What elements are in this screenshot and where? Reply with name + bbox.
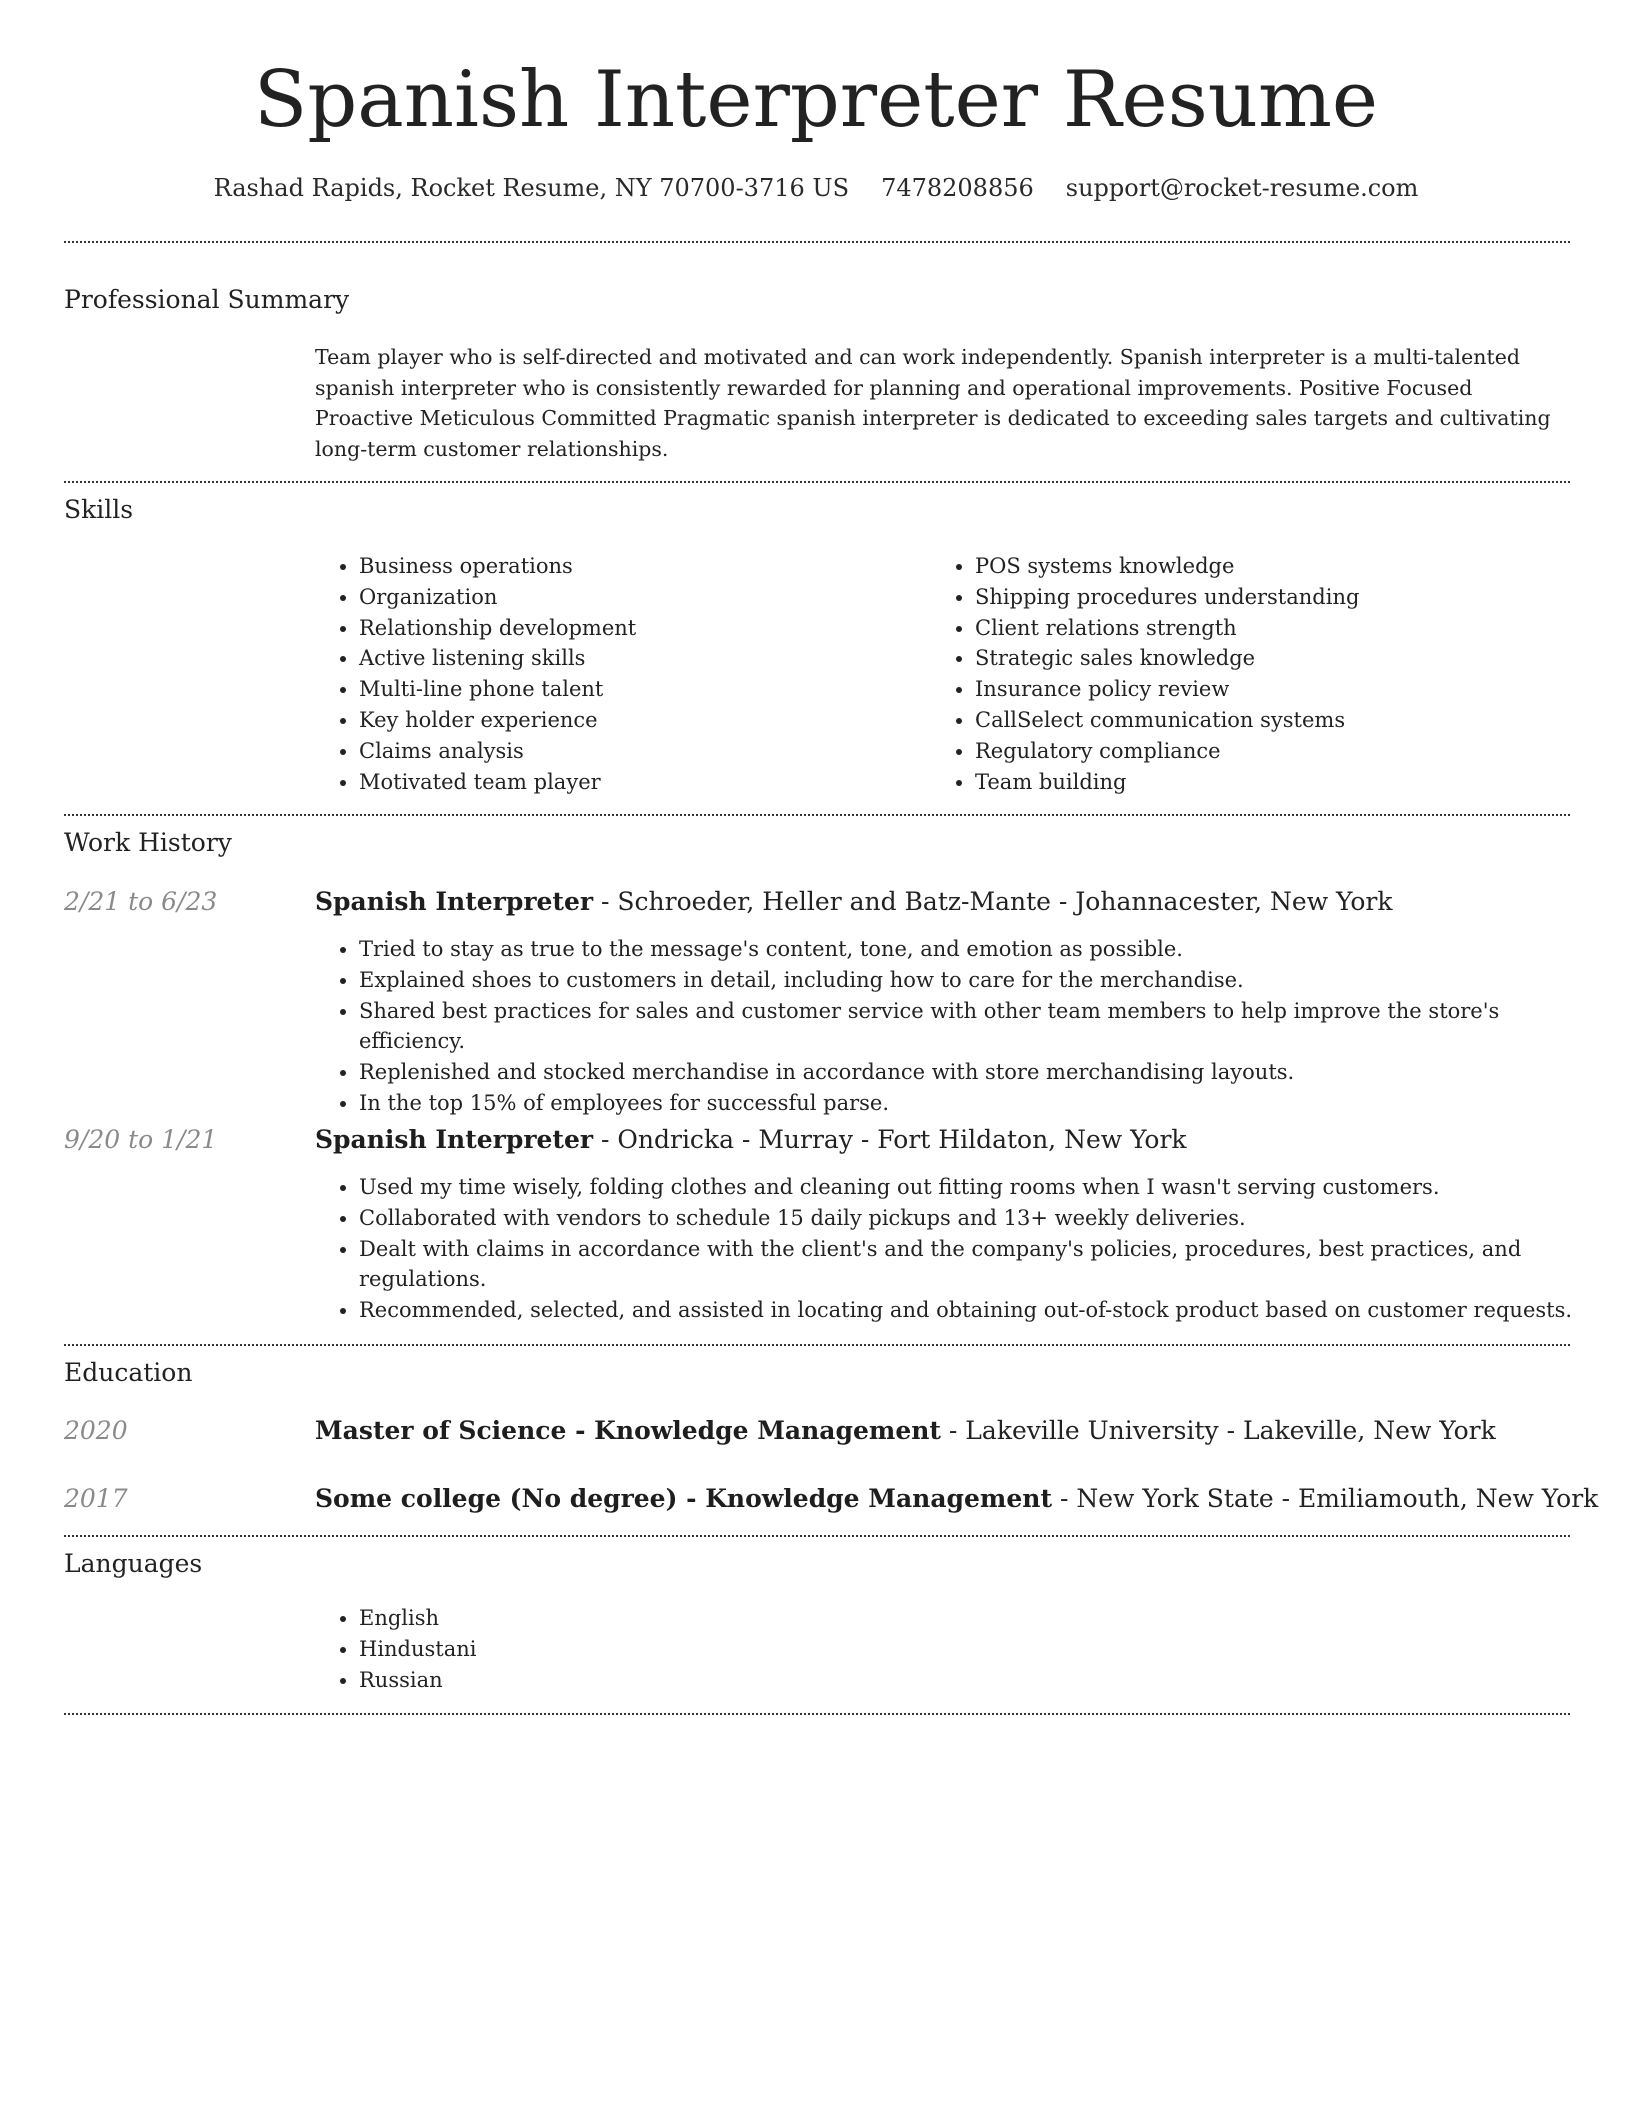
skills-list-right [931, 551, 1595, 797]
skill-item: • Key holder experience [359, 705, 919, 736]
job-bullet: • Tried to stay as true to the message's content, tone, and emotion as possible. [359, 934, 1605, 965]
job-title [315, 1122, 1187, 1158]
job-bullet: • Explained shoes to customers in detail, including how to care for the merchandise. [359, 965, 1605, 996]
section-heading-languages: Languages [64, 1549, 203, 1578]
language-item: • English [359, 1603, 959, 1634]
education-entry [315, 1481, 1598, 1517]
divider [64, 814, 1570, 816]
section-heading-summary: Professional Summary [64, 285, 350, 314]
education-school: - Lakeville University - Lakeville, New York [940, 1416, 1496, 1445]
skill-item: • Insurance policy review [975, 674, 1595, 705]
skill-item: • Client relations strength [975, 613, 1595, 644]
section-heading-education: Education [64, 1358, 193, 1387]
skill-item: • Claims analysis [359, 736, 919, 767]
job-bullet: • Collaborated with vendors to schedule 15 daily pickups and 13+ weekly deliveries. [359, 1203, 1605, 1234]
summary-text: Team player who is self-directed and motivated and can work independently. Spanish interpreter is a multi-talented spanish interpreter who is consistently rewarded for planning and operational improvements. Positive Focused Proactive Meticulous Committed Pragmatic spanish interpreter is dedicated to exceeding sales targets and cultivating long-term customer relationships. [315, 345, 1551, 461]
contact-address: Rashad Rapids, Rocket Resume, NY 70700-3716 US [213, 174, 850, 202]
skills-list-left [315, 551, 919, 797]
skill-item: • Team building [975, 767, 1595, 798]
job-employer: - Ondricka - Murray - Fort Hildaton, New York [593, 1125, 1187, 1154]
skill-item: • Business operations [359, 551, 919, 582]
education-school: - New York State - Emiliamouth, New York [1052, 1484, 1599, 1513]
education-year: 2017 [64, 1484, 128, 1513]
education-entry [315, 1413, 1496, 1449]
job-position: Spanish Interpreter [315, 1125, 594, 1154]
skill-item: • Shipping procedures understanding [975, 582, 1595, 613]
divider [64, 241, 1570, 243]
section-heading-skills: Skills [64, 495, 134, 524]
skill-item: • Regulatory compliance [975, 736, 1595, 767]
skill-item: • Strategic sales knowledge [975, 643, 1595, 674]
language-item: • Russian [359, 1665, 959, 1696]
divider [64, 1535, 1570, 1537]
education-year: 2020 [64, 1416, 128, 1445]
contact-phone: 7478208856 [881, 174, 1034, 202]
education-degree: Master of Science - Knowledge Management [315, 1416, 941, 1445]
job-bullet: • Shared best practices for sales and customer service with other team members to help improve the store's efficiency. [359, 996, 1605, 1058]
skill-item: • Multi-line phone talent [359, 674, 919, 705]
education-degree: Some college (No degree) - Knowledge Management [315, 1484, 1052, 1513]
job-title [315, 884, 1393, 920]
divider [64, 1713, 1570, 1715]
skill-item: • Organization [359, 582, 919, 613]
job-dates: 2/21 to 6/23 [64, 887, 218, 916]
job-dates: 9/20 to 1/21 [64, 1125, 218, 1154]
skill-item: • Motivated team player [359, 767, 919, 798]
job-bullet: • Used my time wisely, folding clothes and cleaning out fitting rooms when I wasn't serving customers. [359, 1172, 1605, 1203]
job-bullet: • Dealt with claims in accordance with the client's and the company's policies, procedures, best practices, and regulations. [359, 1234, 1605, 1296]
job-bullet: • Recommended, selected, and assisted in locating and obtaining out-of-stock product based on customer requests. [359, 1295, 1605, 1326]
job-bullet: • In the top 15% of employees for successful parse. [359, 1088, 1605, 1119]
skill-item: • POS systems knowledge [975, 551, 1595, 582]
skill-item: • Relationship development [359, 613, 919, 644]
contact-line [0, 170, 1632, 206]
skill-item: • CallSelect communication systems [975, 705, 1595, 736]
job-bullet: • Replenished and stocked merchandise in accordance with store merchandising layouts. [359, 1057, 1605, 1088]
contact-email: support@rocket-resume.com [1065, 174, 1419, 202]
divider [64, 481, 1570, 483]
job-bullets [315, 934, 1605, 1119]
section-heading-work: Work History [64, 828, 232, 857]
job-position: Spanish Interpreter [315, 887, 594, 916]
languages-list [315, 1603, 959, 1695]
skill-item: • Active listening skills [359, 643, 919, 674]
divider [64, 1344, 1570, 1346]
language-item: • Hindustani [359, 1634, 959, 1665]
job-employer: - Schroeder, Heller and Batz-Mante - Johannacester, New York [593, 887, 1393, 916]
job-bullets [315, 1172, 1605, 1326]
page-title: Spanish Interpreter Resume [253, 55, 1379, 145]
